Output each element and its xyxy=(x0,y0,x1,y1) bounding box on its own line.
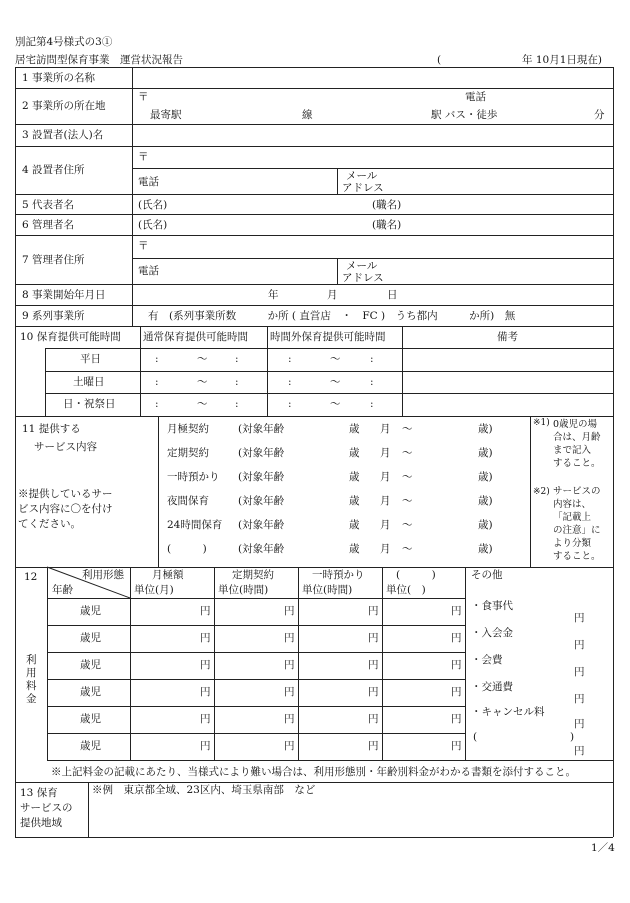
col-custom: ( ) xyxy=(396,569,436,581)
day-label: 日 xyxy=(387,289,398,301)
col-notes: 備考 xyxy=(497,331,518,343)
label-manager-address: 7 管理者住所 xyxy=(22,254,85,266)
head-age: 年齢 xyxy=(52,584,73,596)
note2-line4: の注意」に xyxy=(553,525,601,536)
mail-label: メール xyxy=(346,260,378,272)
station-access-label: 駅 バス・徒歩 xyxy=(431,109,498,121)
label-area-3: 提供地域 xyxy=(20,817,62,829)
nearest-station-label: 最寄駅 xyxy=(150,109,182,121)
note2-line1: サービスの xyxy=(553,486,601,497)
address-label: アドレス xyxy=(342,182,384,194)
col-monthly-unit: 単位(月) xyxy=(134,584,174,596)
label-facility-address: 2 事業所の所在地 xyxy=(22,100,106,112)
services-hint-3: てください。 xyxy=(18,518,81,530)
area-example: ※例 東京都全域、23区内、埼玉県南部 など xyxy=(92,784,316,796)
other-admission: ・入会金 xyxy=(471,627,513,639)
label-services: 11 提供する xyxy=(22,423,81,435)
service-night[interactable]: 夜間保育 xyxy=(167,495,209,507)
service-temporary[interactable]: 一時預かり xyxy=(167,471,220,483)
facility-name-field[interactable] xyxy=(136,70,608,86)
fee-side-2: 用 xyxy=(26,667,37,679)
services-hint: ※提供しているサー xyxy=(18,488,113,500)
age-label: 歳児 xyxy=(80,605,101,617)
service-other[interactable]: ( ) xyxy=(167,543,207,555)
label-affiliates: 9 系列事業所 xyxy=(22,310,85,322)
age-label: 歳児 xyxy=(80,686,101,698)
other-transport: ・交通費 xyxy=(471,681,513,693)
note1-line4: すること。 xyxy=(553,458,601,469)
note1-line1: 0歳児の場 xyxy=(553,419,598,430)
note1-line2: 合は、月齢 xyxy=(553,432,601,443)
postal-mark: 〒 xyxy=(138,240,149,252)
date-paren: ( xyxy=(437,54,442,66)
note1-mark: ※1) xyxy=(533,418,550,428)
mgr-title-label: (職名) xyxy=(372,219,402,231)
col-extra-hours: 時間外保育提供可能時間 xyxy=(270,331,386,343)
phone-label: 電話 xyxy=(138,176,159,188)
fee-section-number: 12 xyxy=(24,571,38,583)
service-monthly[interactable]: 月極契約 xyxy=(167,423,209,435)
other-membership: ・会費 xyxy=(471,654,503,666)
fee-side-4: 金 xyxy=(26,693,37,705)
age-label: 歳児 xyxy=(80,740,101,752)
col-regular: 定期契約 xyxy=(232,569,274,581)
label-representative: 5 代表者名 xyxy=(22,199,75,211)
col-regular-unit: 単位(時間) xyxy=(218,584,269,596)
postal-mark: 〒 xyxy=(138,91,149,103)
col-regular-hours: 通常保育提供可能時間 xyxy=(143,331,248,343)
day-saturday: 土曜日 xyxy=(73,376,105,388)
label-service-hours: 10 保育提供可能時間 xyxy=(20,331,121,343)
age-label: 歳児 xyxy=(80,659,101,671)
page-number: 1／4 xyxy=(591,842,615,854)
address-label: アドレス xyxy=(342,272,384,284)
postal-mark: 〒 xyxy=(138,151,149,163)
month-label: 月 xyxy=(327,289,338,301)
date-suffix: 年 10月1日現在) xyxy=(522,54,602,66)
year-label: 年 xyxy=(268,289,279,301)
label-area-2: サービスの xyxy=(20,802,73,814)
col-temporary-unit: 単位(時間) xyxy=(302,584,353,596)
mgr-name-label: (氏名) xyxy=(138,219,168,231)
phone-label: 電話 xyxy=(138,265,159,277)
service-24h[interactable]: 24時間保育 xyxy=(167,519,223,531)
col-other: その他 xyxy=(471,569,503,581)
col-custom-unit: 単位( ) xyxy=(386,584,426,596)
note2-line2: 内容は、 xyxy=(553,499,592,510)
day-holiday: 日・祝祭日 xyxy=(63,398,116,410)
day-weekday: 平日 xyxy=(80,353,101,365)
age-label: 歳児 xyxy=(80,713,101,725)
line-label: 線 xyxy=(302,109,313,121)
operator-name-field[interactable] xyxy=(136,127,608,143)
rep-title-label: (職名) xyxy=(372,199,402,211)
form-title: 居宅訪問型保育事業 運営状況報告 xyxy=(15,54,183,66)
note2-mark: ※2) xyxy=(533,487,550,497)
services-hint-2: ビス内容に〇を付け xyxy=(18,503,113,515)
label-services-2: サービス内容 xyxy=(34,441,97,453)
service-regular[interactable]: 定期契約 xyxy=(167,447,209,459)
mail-label: メール xyxy=(346,170,378,182)
label-manager: 6 管理者名 xyxy=(22,219,75,231)
note1-line3: まで記入 xyxy=(553,445,592,456)
head-usage: 利用形態 xyxy=(82,569,124,581)
rep-name-label: (氏名) xyxy=(138,199,168,211)
age-label: 歳児 xyxy=(80,632,101,644)
phone-label: 電話 xyxy=(465,91,486,103)
form-ref: 別記第4号様式の3① xyxy=(15,36,113,48)
col-temporary: 一時預かり xyxy=(312,569,365,581)
affiliates-text: 有 (系列事業所数 か所 ( 直営店 ・ FC ) うち都内 か所) 無 xyxy=(148,310,516,322)
other-meal: ・食事代 xyxy=(471,600,513,612)
col-monthly: 月極額 xyxy=(152,569,184,581)
other-cancel: ・キャンセル料 xyxy=(471,706,545,718)
label-operator-name: 3 設置者(法人)名 xyxy=(22,129,104,141)
fee-side-1: 利 xyxy=(26,654,37,666)
label-facility-name: 1 事業所の名称 xyxy=(22,72,96,84)
label-area-1: 13 保育 xyxy=(20,787,58,799)
note2-line6: すること。 xyxy=(553,551,601,562)
minutes-label: 分 xyxy=(594,109,605,121)
label-start-date: 8 事業開始年月日 xyxy=(22,289,106,301)
note2-line3: 「記載上 xyxy=(553,512,592,523)
note2-line5: より分類 xyxy=(553,538,592,549)
fee-side-3: 料 xyxy=(26,680,37,692)
fee-note: ※上記料金の記載にあたり、当様式により難い場合は、利用形態別・年齢別料金がわかる書類を添付すること。 xyxy=(51,766,576,778)
label-operator-address: 4 設置者住所 xyxy=(22,164,85,176)
